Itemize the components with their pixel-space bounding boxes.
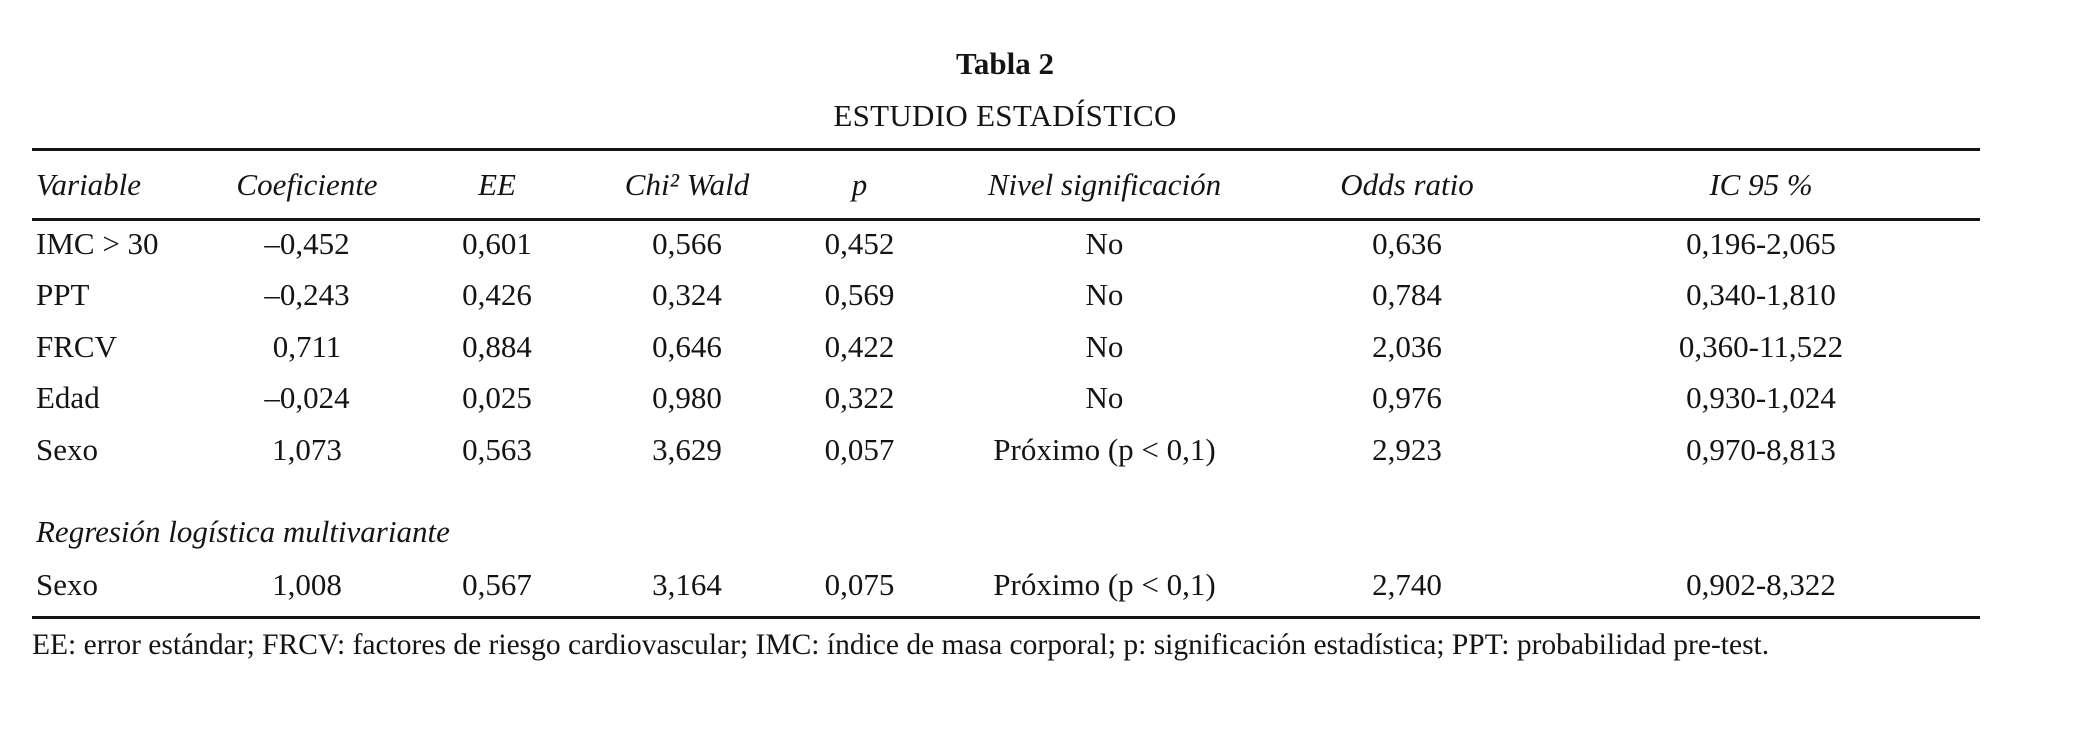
cell-odds-ratio: 0,784: [1372, 277, 1442, 313]
cell-coeficiente: –0,243: [264, 277, 350, 313]
cell-odds-ratio: 0,976: [1372, 380, 1442, 416]
cell-chi2-wald: 3,164: [652, 566, 722, 602]
cell-nivel-significacion: No: [1085, 380, 1124, 416]
column-header-chi2-wald: Chi² Wald: [624, 166, 750, 202]
table-row: [32, 218, 1980, 270]
table-row: [32, 373, 1980, 425]
table-bottom-rule: [32, 616, 1980, 619]
cell-coeficiente: 0,711: [272, 328, 342, 364]
cell-nivel-significacion: No: [1085, 225, 1124, 261]
cell-ee: 0,025: [462, 380, 532, 416]
cell-nivel-significacion: No: [1085, 328, 1124, 364]
cell-p: 0,452: [824, 225, 895, 261]
cell-ic95: 0,970-8,813: [1686, 431, 1836, 467]
cell-chi2-wald: 3,629: [652, 431, 722, 467]
table-footnote: EE: error estándar; FRCV: factores de riesgo cardiovascular; IMC: índice de masa corporal; p: significación estadística; PPT: probabilidad pre-test.: [32, 629, 1770, 661]
cell-coeficiente: 1,008: [272, 566, 342, 602]
cell-ic95: 0,902-8,322: [1686, 566, 1836, 602]
table-spacer-row: [32, 476, 1980, 507]
cell-odds-ratio: 2,036: [1372, 328, 1442, 364]
cell-coeficiente: –0,452: [264, 225, 350, 261]
cell-ic95: 0,930-1,024: [1686, 380, 1836, 416]
column-header-nivel-significacion: Nivel significación: [987, 166, 1222, 202]
cell-odds-ratio: 2,740: [1372, 566, 1442, 602]
cell-coeficiente: –0,024: [264, 380, 350, 416]
section-label: Regresión logística multivariante: [36, 514, 450, 549]
cell-variable: Edad: [36, 380, 100, 416]
cell-p: 0,057: [824, 431, 895, 467]
cell-ic95: 0,196-2,065: [1686, 225, 1836, 261]
cell-odds-ratio: 0,636: [1372, 225, 1442, 261]
cell-chi2-wald: 0,566: [652, 225, 722, 261]
cell-ee: 0,426: [462, 277, 532, 313]
column-header-p: p: [851, 166, 868, 202]
cell-p: 0,075: [824, 566, 895, 602]
table-row: [32, 424, 1980, 476]
column-header-ee: EE: [478, 166, 516, 202]
cell-p: 0,569: [824, 277, 895, 313]
cell-odds-ratio: 2,923: [1372, 431, 1442, 467]
cell-chi2-wald: 0,646: [652, 328, 722, 364]
table-subtitle: ESTUDIO ESTADÍSTICO: [833, 98, 1177, 133]
cell-ee: 0,884: [462, 328, 532, 364]
cell-chi2-wald: 0,980: [652, 380, 722, 416]
column-header-variable: Variable: [36, 166, 142, 202]
cell-ic95: 0,340-1,810: [1686, 277, 1836, 313]
cell-nivel-significacion: Próximo (p < 0,1): [993, 566, 1216, 602]
cell-nivel-significacion: No: [1085, 277, 1124, 313]
cell-chi2-wald: 0,324: [652, 277, 722, 313]
cell-nivel-significacion: Próximo (p < 0,1): [993, 431, 1216, 467]
cell-variable: Sexo: [36, 431, 98, 467]
cell-p: 0,322: [824, 380, 895, 416]
cell-ee: 0,601: [462, 225, 532, 261]
cell-variable: IMC > 30: [36, 225, 159, 261]
cell-p: 0,422: [824, 328, 895, 364]
table-row: [32, 321, 1980, 373]
cell-variable: Sexo: [36, 566, 98, 602]
table-row: [32, 558, 1980, 612]
table-row: [32, 270, 1980, 322]
column-header-coeficiente: Coeficiente: [236, 166, 378, 202]
cell-ee: 0,563: [462, 431, 532, 467]
table-header-row: [32, 151, 1980, 218]
cell-variable: PPT: [36, 277, 90, 313]
table-title: Tabla 2: [956, 46, 1054, 81]
column-header-ic95: IC 95 %: [1709, 166, 1813, 202]
statistics-table: [32, 151, 1980, 612]
table-section-row: [32, 507, 1980, 558]
cell-ee: 0,567: [462, 566, 532, 602]
column-header-odds-ratio: Odds ratio: [1340, 166, 1474, 202]
cell-coeficiente: 1,073: [272, 431, 342, 467]
cell-ic95: 0,360-11,522: [1678, 328, 1844, 364]
cell-variable: FRCV: [36, 328, 117, 364]
